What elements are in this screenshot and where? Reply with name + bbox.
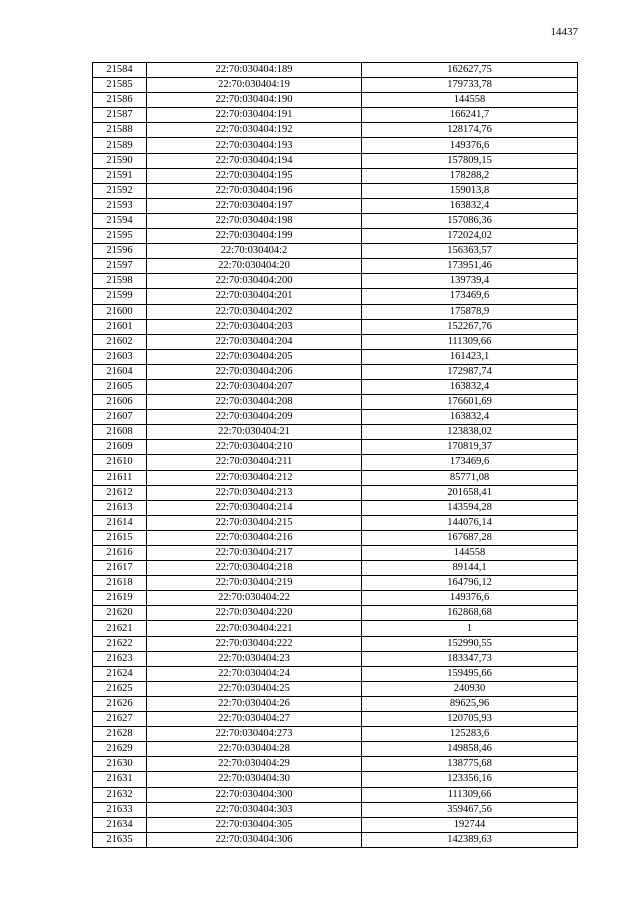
value-cell: 89625,96 — [362, 696, 578, 711]
cadastral-number-cell: 22:70:030404:20 — [147, 259, 362, 274]
cadastral-number-cell: 22:70:030404:217 — [147, 546, 362, 561]
cadastral-number-cell: 22:70:030404:189 — [147, 63, 362, 78]
cadastral-number-cell: 22:70:030404:199 — [147, 229, 362, 244]
value-cell: 144558 — [362, 546, 578, 561]
table-row — [93, 787, 578, 802]
cadastral-number-cell: 22:70:030404:191 — [147, 108, 362, 123]
table-row — [93, 485, 578, 500]
table-row — [93, 63, 578, 78]
row-number-cell: 21622 — [93, 636, 147, 651]
value-cell: 89144,1 — [362, 561, 578, 576]
row-number-cell: 21609 — [93, 440, 147, 455]
table-row — [93, 289, 578, 304]
table-row — [93, 93, 578, 108]
cadastral-number-cell: 22:70:030404:23 — [147, 651, 362, 666]
cadastral-number-cell: 22:70:030404:206 — [147, 364, 362, 379]
row-number-cell: 21629 — [93, 742, 147, 757]
row-number-cell: 21627 — [93, 712, 147, 727]
value-cell: 162627,75 — [362, 63, 578, 78]
table-row — [93, 832, 578, 847]
value-cell: 163832,4 — [362, 198, 578, 213]
cadastral-number-cell: 22:70:030404:27 — [147, 712, 362, 727]
table-row — [93, 712, 578, 727]
value-cell: 163832,4 — [362, 379, 578, 394]
table-row — [93, 395, 578, 410]
row-number-cell: 21599 — [93, 289, 147, 304]
cadastral-number-cell: 22:70:030404:273 — [147, 727, 362, 742]
cadastral-number-cell: 22:70:030404:194 — [147, 153, 362, 168]
cadastral-number-cell: 22:70:030404:198 — [147, 213, 362, 228]
table-row — [93, 621, 578, 636]
table-row — [93, 606, 578, 621]
value-cell: 123838,02 — [362, 425, 578, 440]
cadastral-number-cell: 22:70:030404:300 — [147, 787, 362, 802]
cadastral-number-cell: 22:70:030404:203 — [147, 319, 362, 334]
cadastral-number-cell: 22:70:030404:190 — [147, 93, 362, 108]
value-cell: 85771,08 — [362, 470, 578, 485]
cadastral-number-cell: 22:70:030404:202 — [147, 304, 362, 319]
table-row — [93, 500, 578, 515]
table-row — [93, 455, 578, 470]
cadastral-number-cell: 22:70:030404:201 — [147, 289, 362, 304]
row-number-cell: 21591 — [93, 168, 147, 183]
row-number-cell: 21613 — [93, 500, 147, 515]
table-row — [93, 470, 578, 485]
row-number-cell: 21597 — [93, 259, 147, 274]
table-row — [93, 78, 578, 93]
value-cell: 170819,37 — [362, 440, 578, 455]
table-row — [93, 364, 578, 379]
table-row — [93, 757, 578, 772]
value-cell: 173951,46 — [362, 259, 578, 274]
cadastral-number-cell: 22:70:030404:209 — [147, 410, 362, 425]
value-cell: 125283,6 — [362, 727, 578, 742]
table-row — [93, 198, 578, 213]
value-cell: 161423,1 — [362, 349, 578, 364]
value-cell: 166241,7 — [362, 108, 578, 123]
cadastral-number-cell: 22:70:030404:210 — [147, 440, 362, 455]
row-number-cell: 21614 — [93, 515, 147, 530]
table-row — [93, 213, 578, 228]
value-cell: 173469,6 — [362, 289, 578, 304]
table-row — [93, 183, 578, 198]
row-number-cell: 21624 — [93, 666, 147, 681]
cadastral-number-cell: 22:70:030404:207 — [147, 379, 362, 394]
row-number-cell: 21600 — [93, 304, 147, 319]
row-number-cell: 21605 — [93, 379, 147, 394]
table-row — [93, 274, 578, 289]
table-row — [93, 425, 578, 440]
cadastral-number-cell: 22:70:030404:216 — [147, 530, 362, 545]
table-row — [93, 334, 578, 349]
table-row — [93, 138, 578, 153]
value-cell: 163832,4 — [362, 410, 578, 425]
cadastral-number-cell: 22:70:030404:215 — [147, 515, 362, 530]
table-row — [93, 168, 578, 183]
row-number-cell: 21592 — [93, 183, 147, 198]
cadastral-number-cell: 22:70:030404:212 — [147, 470, 362, 485]
row-number-cell: 21621 — [93, 621, 147, 636]
cadastral-number-cell: 22:70:030404:25 — [147, 681, 362, 696]
table-row — [93, 681, 578, 696]
cadastral-number-cell: 22:70:030404:19 — [147, 78, 362, 93]
row-number-cell: 21603 — [93, 349, 147, 364]
value-cell: 162868,68 — [362, 606, 578, 621]
row-number-cell: 21589 — [93, 138, 147, 153]
value-cell: 138775,68 — [362, 757, 578, 772]
value-cell: 359467,56 — [362, 802, 578, 817]
table-row — [93, 379, 578, 394]
value-cell: 1 — [362, 621, 578, 636]
value-cell: 123356,16 — [362, 772, 578, 787]
row-number-cell: 21594 — [93, 213, 147, 228]
table-row — [93, 319, 578, 334]
table-row — [93, 666, 578, 681]
row-number-cell: 21634 — [93, 817, 147, 832]
cadastral-number-cell: 22:70:030404:221 — [147, 621, 362, 636]
table-row — [93, 576, 578, 591]
cadastral-number-cell: 22:70:030404:22 — [147, 591, 362, 606]
table-row — [93, 546, 578, 561]
table-row — [93, 304, 578, 319]
cadastral-number-cell: 22:70:030404:193 — [147, 138, 362, 153]
cadastral-number-cell: 22:70:030404:30 — [147, 772, 362, 787]
row-number-cell: 21606 — [93, 395, 147, 410]
cadastral-number-cell: 22:70:030404:26 — [147, 696, 362, 711]
cadastral-value-table — [92, 62, 578, 848]
row-number-cell: 21635 — [93, 832, 147, 847]
row-number-cell: 21612 — [93, 485, 147, 500]
row-number-cell: 21590 — [93, 153, 147, 168]
row-number-cell: 21626 — [93, 696, 147, 711]
table-row — [93, 229, 578, 244]
value-cell: 173469,6 — [362, 455, 578, 470]
row-number-cell: 21586 — [93, 93, 147, 108]
table-row — [93, 515, 578, 530]
value-cell: 149376,6 — [362, 591, 578, 606]
table-row — [93, 727, 578, 742]
cadastral-number-cell: 22:70:030404:24 — [147, 666, 362, 681]
table-row — [93, 244, 578, 259]
value-cell: 159495,66 — [362, 666, 578, 681]
table-row — [93, 259, 578, 274]
cadastral-number-cell: 22:70:030404:195 — [147, 168, 362, 183]
row-number-cell: 21584 — [93, 63, 147, 78]
table-row — [93, 153, 578, 168]
row-number-cell: 21598 — [93, 274, 147, 289]
cadastral-number-cell: 22:70:030404:29 — [147, 757, 362, 772]
table-row — [93, 530, 578, 545]
value-cell: 152267,76 — [362, 319, 578, 334]
row-number-cell: 21588 — [93, 123, 147, 138]
value-cell: 152990,55 — [362, 636, 578, 651]
row-number-cell: 21625 — [93, 681, 147, 696]
row-number-cell: 21596 — [93, 244, 147, 259]
row-number-cell: 21608 — [93, 425, 147, 440]
row-number-cell: 21607 — [93, 410, 147, 425]
row-number-cell: 21595 — [93, 229, 147, 244]
cadastral-number-cell: 22:70:030404:28 — [147, 742, 362, 757]
table-row — [93, 410, 578, 425]
cadastral-number-cell: 22:70:030404:222 — [147, 636, 362, 651]
value-cell: 157086,36 — [362, 213, 578, 228]
table-row — [93, 440, 578, 455]
table-row — [93, 123, 578, 138]
table-row — [93, 108, 578, 123]
value-cell: 144558 — [362, 93, 578, 108]
row-number-cell: 21618 — [93, 576, 147, 591]
cadastral-number-cell: 22:70:030404:2 — [147, 244, 362, 259]
value-cell: 149376,6 — [362, 138, 578, 153]
value-cell: 111309,66 — [362, 334, 578, 349]
value-cell: 179733,78 — [362, 78, 578, 93]
cadastral-number-cell: 22:70:030404:211 — [147, 455, 362, 470]
value-cell: 142389,63 — [362, 832, 578, 847]
cadastral-number-cell: 22:70:030404:220 — [147, 606, 362, 621]
table-row — [93, 591, 578, 606]
value-cell: 176601,69 — [362, 395, 578, 410]
table-row — [93, 651, 578, 666]
value-cell: 178288,2 — [362, 168, 578, 183]
value-cell: 192744 — [362, 817, 578, 832]
table-row — [93, 561, 578, 576]
table-body — [93, 63, 578, 848]
value-cell: 143594,28 — [362, 500, 578, 515]
row-number-cell: 21616 — [93, 546, 147, 561]
row-number-cell: 21633 — [93, 802, 147, 817]
value-cell: 159013,8 — [362, 183, 578, 198]
value-cell: 201658,41 — [362, 485, 578, 500]
row-number-cell: 21604 — [93, 364, 147, 379]
table-row — [93, 696, 578, 711]
cadastral-number-cell: 22:70:030404:306 — [147, 832, 362, 847]
cadastral-number-cell: 22:70:030404:204 — [147, 334, 362, 349]
cadastral-number-cell: 22:70:030404:208 — [147, 395, 362, 410]
cadastral-number-cell: 22:70:030404:196 — [147, 183, 362, 198]
cadastral-number-cell: 22:70:030404:219 — [147, 576, 362, 591]
row-number-cell: 21620 — [93, 606, 147, 621]
row-number-cell: 21632 — [93, 787, 147, 802]
table-row — [93, 802, 578, 817]
table-row — [93, 742, 578, 757]
value-cell: 156363,57 — [362, 244, 578, 259]
value-cell: 167687,28 — [362, 530, 578, 545]
row-number-cell: 21601 — [93, 319, 147, 334]
table-row — [93, 817, 578, 832]
row-number-cell: 21593 — [93, 198, 147, 213]
value-cell: 183347,73 — [362, 651, 578, 666]
cadastral-number-cell: 22:70:030404:21 — [147, 425, 362, 440]
table-row — [93, 772, 578, 787]
row-number-cell: 21610 — [93, 455, 147, 470]
value-cell: 149858,46 — [362, 742, 578, 757]
row-number-cell: 21623 — [93, 651, 147, 666]
cadastral-number-cell: 22:70:030404:200 — [147, 274, 362, 289]
value-cell: 139739,4 — [362, 274, 578, 289]
value-cell: 120705,93 — [362, 712, 578, 727]
row-number-cell: 21611 — [93, 470, 147, 485]
row-number-cell: 21587 — [93, 108, 147, 123]
value-cell: 111309,66 — [362, 787, 578, 802]
value-cell: 172987,74 — [362, 364, 578, 379]
value-cell: 164796,12 — [362, 576, 578, 591]
row-number-cell: 21619 — [93, 591, 147, 606]
cadastral-number-cell: 22:70:030404:192 — [147, 123, 362, 138]
cadastral-number-cell: 22:70:030404:213 — [147, 485, 362, 500]
cadastral-number-cell: 22:70:030404:205 — [147, 349, 362, 364]
cadastral-number-cell: 22:70:030404:197 — [147, 198, 362, 213]
value-cell: 172024,02 — [362, 229, 578, 244]
page-number: 14437 — [550, 26, 578, 38]
row-number-cell: 21617 — [93, 561, 147, 576]
row-number-cell: 21615 — [93, 530, 147, 545]
value-cell: 144076,14 — [362, 515, 578, 530]
cadastral-number-cell: 22:70:030404:303 — [147, 802, 362, 817]
table-row — [93, 349, 578, 364]
value-cell: 157809,15 — [362, 153, 578, 168]
row-number-cell: 21585 — [93, 78, 147, 93]
row-number-cell: 21602 — [93, 334, 147, 349]
cadastral-number-cell: 22:70:030404:214 — [147, 500, 362, 515]
value-cell: 240930 — [362, 681, 578, 696]
value-cell: 175878,9 — [362, 304, 578, 319]
cadastral-number-cell: 22:70:030404:218 — [147, 561, 362, 576]
row-number-cell: 21628 — [93, 727, 147, 742]
row-number-cell: 21630 — [93, 757, 147, 772]
row-number-cell: 21631 — [93, 772, 147, 787]
table-row — [93, 636, 578, 651]
cadastral-number-cell: 22:70:030404:305 — [147, 817, 362, 832]
value-cell: 128174,76 — [362, 123, 578, 138]
